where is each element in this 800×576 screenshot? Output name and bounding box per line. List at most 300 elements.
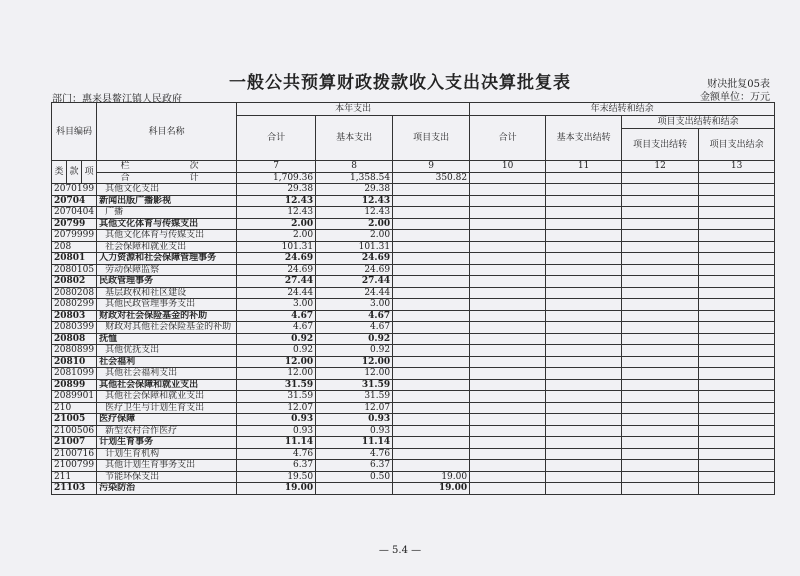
row-total: 4.76 — [237, 448, 316, 460]
row-basic: 0.93 — [316, 425, 393, 437]
col-num: 9 — [393, 161, 470, 173]
empty-cell — [470, 483, 546, 495]
total-row-total: 1,709.36 — [237, 172, 316, 184]
empty-cell — [699, 253, 775, 265]
row-name: 计划生育机构 — [97, 448, 237, 460]
empty-cell — [622, 391, 699, 403]
row-total: 0.93 — [237, 425, 316, 437]
page-title: 一般公共预算财政拨款收入支出决算批复表 — [229, 73, 571, 93]
empty-cell — [622, 322, 699, 334]
row-name: 其他社会保障和就业支出 — [97, 391, 237, 403]
row-name: 新型农村合作医疗 — [97, 425, 237, 437]
empty-cell — [699, 322, 775, 334]
total-row-basic: 1,358.54 — [316, 172, 393, 184]
row-basic: 29.38 — [316, 184, 393, 196]
empty-cell — [699, 218, 775, 230]
table-row — [52, 230, 775, 242]
row-basic: 24.69 — [316, 253, 393, 265]
row-code: 2081099 — [52, 368, 97, 380]
row-name: 污染防治 — [97, 483, 237, 495]
project-balance-header: 项目支出结余 — [699, 129, 775, 161]
row-basic: 24.44 — [316, 287, 393, 299]
row-total: 0.92 — [237, 345, 316, 357]
empty-cell — [546, 207, 622, 219]
unit-label: 金额单位：万元 — [700, 92, 770, 103]
empty-cell — [546, 172, 622, 184]
empty-cell — [470, 356, 546, 368]
empty-cell — [546, 299, 622, 311]
row-basic: 0.50 — [316, 471, 393, 483]
empty-cell — [622, 437, 699, 449]
form-code: 财决批复05表 — [707, 79, 770, 90]
row-basic: 0.93 — [316, 414, 393, 426]
row-name: 医疗卫生与计划生育支出 — [97, 402, 237, 414]
col-num: 7 — [237, 161, 316, 173]
row-total: 2.00 — [237, 218, 316, 230]
empty-cell — [622, 253, 699, 265]
empty-cell — [699, 471, 775, 483]
empty-cell — [546, 276, 622, 288]
empty-cell — [622, 483, 699, 495]
empty-cell — [622, 287, 699, 299]
empty-cell — [699, 368, 775, 380]
table-row — [52, 218, 775, 230]
empty-cell — [546, 402, 622, 414]
empty-cell — [622, 402, 699, 414]
table-row — [52, 310, 775, 322]
row-project — [393, 460, 470, 472]
empty-cell — [546, 345, 622, 357]
empty-cell — [699, 402, 775, 414]
empty-cell — [546, 230, 622, 242]
empty-cell — [546, 195, 622, 207]
empty-cell — [699, 333, 775, 345]
row-project — [393, 241, 470, 253]
row-code: 2079999 — [52, 230, 97, 242]
empty-cell — [470, 471, 546, 483]
empty-cell — [622, 414, 699, 426]
empty-cell — [470, 379, 546, 391]
row-name: 人力资源和社会保障管理事务 — [97, 253, 237, 265]
row-name: 新闻出版广播影视 — [97, 195, 237, 207]
row-basic: 2.00 — [316, 218, 393, 230]
row-name: 财政对社会保险基金的补助 — [97, 310, 237, 322]
empty-cell — [470, 391, 546, 403]
page-number: — 5.4 — — [378, 545, 422, 556]
row-code: 20799 — [52, 218, 97, 230]
empty-cell — [622, 345, 699, 357]
row-code: 20801 — [52, 253, 97, 265]
empty-cell — [699, 356, 775, 368]
empty-cell — [622, 333, 699, 345]
empty-cell — [622, 310, 699, 322]
row-total: 2.00 — [237, 230, 316, 242]
row-total: 24.69 — [237, 264, 316, 276]
row-project — [393, 276, 470, 288]
table-row — [52, 391, 775, 403]
row-name: 计划生育事务 — [97, 437, 237, 449]
empty-cell — [470, 207, 546, 219]
empty-cell — [699, 172, 775, 184]
year-end-header: 年末结转和结余 — [470, 103, 775, 116]
row-name: 其他民政管理事务支出 — [97, 299, 237, 311]
table-row — [52, 207, 775, 219]
empty-cell — [546, 253, 622, 265]
row-code: 2080105 — [52, 264, 97, 276]
empty-cell — [699, 345, 775, 357]
table-row — [52, 471, 775, 483]
subject-code-header: 科目编码 — [52, 103, 97, 161]
row-total: 24.44 — [237, 287, 316, 299]
row-project — [393, 230, 470, 242]
col-num: 8 — [316, 161, 393, 173]
row-code: 21103 — [52, 483, 97, 495]
table-row — [52, 379, 775, 391]
department-label: 部门：惠来县鳌江镇人民政府 — [52, 94, 182, 105]
row-name: 其他文化体育与传媒支出 — [97, 230, 237, 242]
table-row — [52, 425, 775, 437]
row-name: 其他文化支出 — [97, 184, 237, 196]
row-project — [393, 448, 470, 460]
table-row — [52, 276, 775, 288]
empty-cell — [546, 425, 622, 437]
kuan-header: 款 — [67, 161, 82, 184]
table-row — [52, 253, 775, 265]
empty-cell — [546, 448, 622, 460]
row-basic: 12.07 — [316, 402, 393, 414]
row-basic: 12.43 — [316, 195, 393, 207]
empty-cell — [470, 414, 546, 426]
empty-cell — [470, 448, 546, 460]
row-basic: 4.76 — [316, 448, 393, 460]
row-name: 其他计划生育事务支出 — [97, 460, 237, 472]
empty-cell — [546, 471, 622, 483]
table-row — [52, 414, 775, 426]
row-total: 11.14 — [237, 437, 316, 449]
empty-cell — [622, 379, 699, 391]
row-total: 0.93 — [237, 414, 316, 426]
empty-cell — [699, 195, 775, 207]
row-code: 2070199 — [52, 184, 97, 196]
row-project — [393, 333, 470, 345]
row-basic: 31.59 — [316, 391, 393, 403]
empty-cell — [470, 333, 546, 345]
row-total: 4.67 — [237, 310, 316, 322]
empty-cell — [546, 391, 622, 403]
empty-cell — [470, 276, 546, 288]
row-name: 社会福利 — [97, 356, 237, 368]
table-row — [52, 448, 775, 460]
row-total: 12.00 — [237, 356, 316, 368]
empty-cell — [699, 264, 775, 276]
row-total: 3.00 — [237, 299, 316, 311]
empty-cell — [546, 241, 622, 253]
empty-cell — [699, 391, 775, 403]
row-basic: 12.00 — [316, 356, 393, 368]
row-total: 24.69 — [237, 253, 316, 265]
row-basic: 12.00 — [316, 368, 393, 380]
row-name: 其他优抚支出 — [97, 345, 237, 357]
row-total: 19.50 — [237, 471, 316, 483]
lei-header: 类 — [52, 161, 67, 184]
empty-cell — [470, 322, 546, 334]
empty-cell — [470, 368, 546, 380]
empty-cell — [622, 264, 699, 276]
row-total: 31.59 — [237, 391, 316, 403]
empty-cell — [546, 310, 622, 322]
table-row — [52, 195, 775, 207]
row-basic: 4.67 — [316, 322, 393, 334]
row-name: 民政管理事务 — [97, 276, 237, 288]
empty-cell — [622, 207, 699, 219]
row-project — [393, 379, 470, 391]
col-num: 13 — [699, 161, 775, 173]
table-row — [52, 322, 775, 334]
total-row-label: 合 计 — [97, 172, 237, 184]
row-project — [393, 218, 470, 230]
empty-cell — [699, 276, 775, 288]
row-total: 27.44 — [237, 276, 316, 288]
empty-cell — [622, 425, 699, 437]
empty-cell — [470, 264, 546, 276]
table-row — [52, 299, 775, 311]
basic-carry-header: 基本支出结转 — [546, 116, 622, 161]
empty-cell — [622, 471, 699, 483]
empty-cell — [699, 483, 775, 495]
row-project — [393, 322, 470, 334]
empty-cell — [699, 230, 775, 242]
empty-cell — [470, 287, 546, 299]
row-code: 208 — [52, 241, 97, 253]
col-num: 12 — [622, 161, 699, 173]
row-total: 19.00 — [237, 483, 316, 495]
empty-cell — [470, 425, 546, 437]
col-num: 11 — [546, 161, 622, 173]
row-project — [393, 253, 470, 265]
row-project — [393, 437, 470, 449]
empty-cell — [470, 402, 546, 414]
empty-cell — [699, 287, 775, 299]
row-total: 6.37 — [237, 460, 316, 472]
empty-cell — [699, 299, 775, 311]
row-total: 0.92 — [237, 333, 316, 345]
empty-cell — [470, 460, 546, 472]
project-header: 项目支出 — [393, 116, 470, 161]
row-basic — [316, 483, 393, 495]
table-row — [52, 460, 775, 472]
row-project — [393, 264, 470, 276]
empty-cell — [470, 437, 546, 449]
empty-cell — [470, 184, 546, 196]
empty-cell — [622, 218, 699, 230]
empty-cell — [546, 437, 622, 449]
total-header: 合计 — [237, 116, 316, 161]
row-name: 广播 — [97, 207, 237, 219]
row-name: 基层政权和社区建设 — [97, 287, 237, 299]
empty-cell — [546, 356, 622, 368]
row-total: 12.43 — [237, 207, 316, 219]
row-basic: 0.92 — [316, 333, 393, 345]
row-project — [393, 299, 470, 311]
row-basic: 2.00 — [316, 230, 393, 242]
row-code: 21005 — [52, 414, 97, 426]
row-total: 101.31 — [237, 241, 316, 253]
row-code: 2100799 — [52, 460, 97, 472]
empty-cell — [470, 310, 546, 322]
row-basic: 11.14 — [316, 437, 393, 449]
total-row-project: 350.82 — [393, 172, 470, 184]
budget-table — [51, 102, 775, 495]
empty-cell — [622, 241, 699, 253]
row-total: 12.43 — [237, 195, 316, 207]
row-project — [393, 345, 470, 357]
empty-cell — [546, 218, 622, 230]
row-project — [393, 310, 470, 322]
empty-cell — [622, 172, 699, 184]
empty-cell — [622, 276, 699, 288]
table-row — [52, 345, 775, 357]
row-total: 29.38 — [237, 184, 316, 196]
row-total: 12.00 — [237, 368, 316, 380]
empty-cell — [699, 310, 775, 322]
row-project — [393, 195, 470, 207]
empty-cell — [622, 460, 699, 472]
empty-cell — [470, 230, 546, 242]
row-basic: 27.44 — [316, 276, 393, 288]
current-year-header: 本年支出 — [237, 103, 470, 116]
row-project — [393, 414, 470, 426]
empty-cell — [470, 218, 546, 230]
empty-cell — [546, 333, 622, 345]
table-row — [52, 437, 775, 449]
empty-cell — [470, 172, 546, 184]
table-row — [52, 483, 775, 495]
table-row — [52, 402, 775, 414]
row-basic: 24.69 — [316, 264, 393, 276]
row-project — [393, 287, 470, 299]
row-name: 其他社会保障和就业支出 — [97, 379, 237, 391]
row-basic: 3.00 — [316, 299, 393, 311]
empty-cell — [546, 368, 622, 380]
row-name: 财政对其他社会保险基金的补助 — [97, 322, 237, 334]
row-basic: 6.37 — [316, 460, 393, 472]
empty-cell — [699, 460, 775, 472]
row-project — [393, 402, 470, 414]
row-basic: 31.59 — [316, 379, 393, 391]
row-code: 21007 — [52, 437, 97, 449]
row-total: 31.59 — [237, 379, 316, 391]
row-code: 20803 — [52, 310, 97, 322]
project-carry-over-header: 项目支出结转 — [622, 129, 699, 161]
row-code: 2080208 — [52, 287, 97, 299]
row-basic: 12.43 — [316, 207, 393, 219]
row-code: 2080899 — [52, 345, 97, 357]
row-project — [393, 368, 470, 380]
row-code: 20802 — [52, 276, 97, 288]
row-project — [393, 391, 470, 403]
empty-cell — [546, 483, 622, 495]
empty-cell — [546, 414, 622, 426]
row-code: 2080399 — [52, 322, 97, 334]
empty-cell — [622, 448, 699, 460]
project-carry-header: 项目支出结转和结余 — [622, 116, 775, 129]
empty-cell — [546, 322, 622, 334]
empty-cell — [699, 437, 775, 449]
row-code: 20810 — [52, 356, 97, 368]
row-code: 210 — [52, 402, 97, 414]
row-total: 4.67 — [237, 322, 316, 334]
row-project — [393, 184, 470, 196]
row-project: 19.00 — [393, 471, 470, 483]
row-basic: 0.92 — [316, 345, 393, 357]
row-code: 20704 — [52, 195, 97, 207]
row-name: 其他社会福利支出 — [97, 368, 237, 380]
row-project: 19.00 — [393, 483, 470, 495]
empty-cell — [622, 230, 699, 242]
row-name: 社会保障和就业支出 — [97, 241, 237, 253]
empty-cell — [622, 368, 699, 380]
row-name: 节能环保支出 — [97, 471, 237, 483]
empty-cell — [699, 414, 775, 426]
xiang-header: 项 — [82, 161, 97, 184]
empty-cell — [699, 379, 775, 391]
table-row — [52, 368, 775, 380]
empty-cell — [546, 264, 622, 276]
empty-cell — [699, 448, 775, 460]
row-name: 医疗保障 — [97, 414, 237, 426]
row-code: 2100716 — [52, 448, 97, 460]
row-code: 2070404 — [52, 207, 97, 219]
table-row — [52, 333, 775, 345]
row-name: 劳动保障监察 — [97, 264, 237, 276]
empty-cell — [470, 195, 546, 207]
empty-cell — [470, 253, 546, 265]
row-project — [393, 425, 470, 437]
row-name: 其他文化体育与传媒支出 — [97, 218, 237, 230]
empty-cell — [622, 184, 699, 196]
empty-cell — [699, 241, 775, 253]
row-project — [393, 356, 470, 368]
row-code: 2089901 — [52, 391, 97, 403]
table-row — [52, 241, 775, 253]
row-code: 2100506 — [52, 425, 97, 437]
empty-cell — [622, 299, 699, 311]
row-code: 2080299 — [52, 299, 97, 311]
col-num: 10 — [470, 161, 546, 173]
empty-cell — [546, 379, 622, 391]
table-row — [52, 264, 775, 276]
row-code: 20808 — [52, 333, 97, 345]
empty-cell — [699, 207, 775, 219]
row-total: 12.07 — [237, 402, 316, 414]
empty-cell — [546, 287, 622, 299]
empty-cell — [470, 345, 546, 357]
ye-total-header: 合计 — [470, 116, 546, 161]
row-name: 抚恤 — [97, 333, 237, 345]
empty-cell — [546, 184, 622, 196]
empty-cell — [622, 356, 699, 368]
empty-cell — [546, 460, 622, 472]
table-row — [52, 356, 775, 368]
row-basic: 101.31 — [316, 241, 393, 253]
subject-name-header: 科目名称 — [97, 103, 237, 161]
row-basic: 4.67 — [316, 310, 393, 322]
row-code: 211 — [52, 471, 97, 483]
table-row — [52, 287, 775, 299]
empty-cell — [699, 184, 775, 196]
table-row — [52, 184, 775, 196]
empty-cell — [699, 425, 775, 437]
